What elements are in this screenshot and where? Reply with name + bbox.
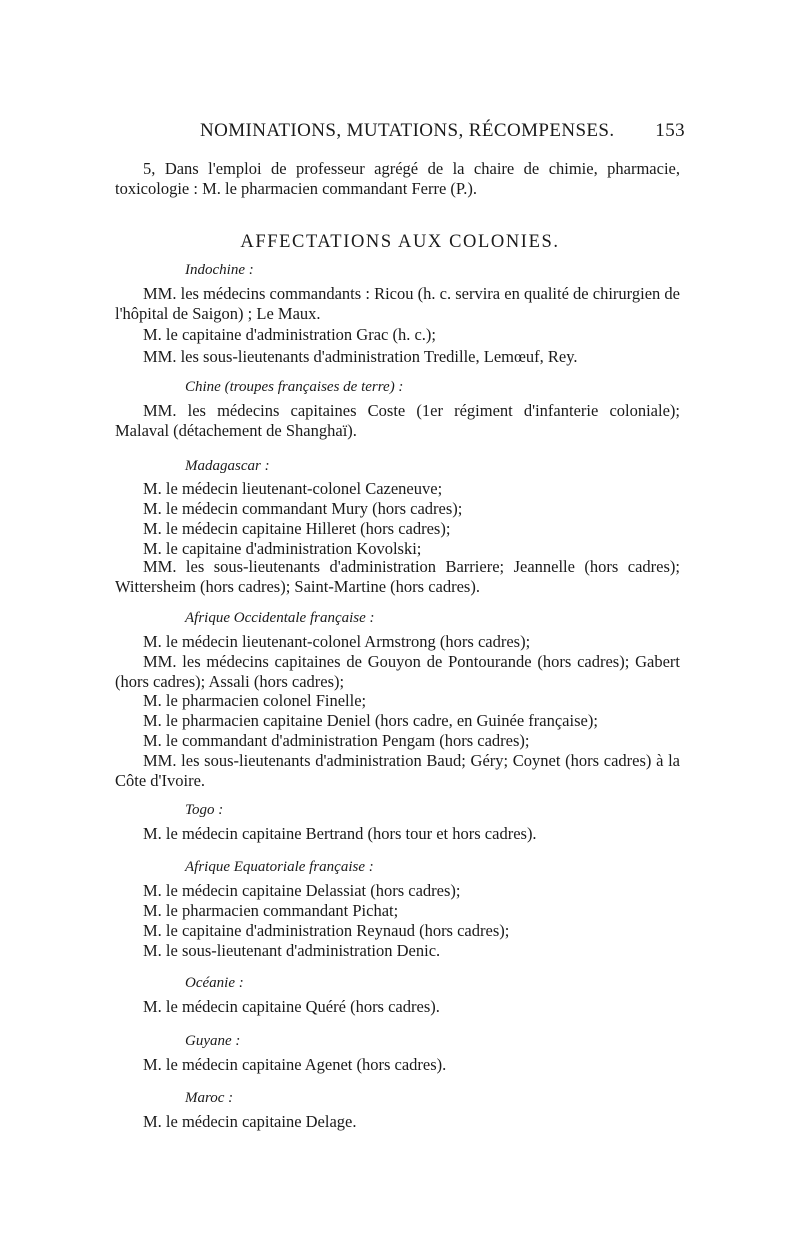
oceanie-line-1: M. le médecin capitaine Quéré (hors cadres).	[143, 997, 440, 1016]
heading-indochine: Indochine :	[185, 262, 254, 278]
madagascar-paragraph-1: MM. les sous-lieutenants d'administration Barriere; Jeannelle (hors cadres); Wittersheim (hors cadres); Saint-Martine (hors cadres).	[115, 557, 680, 596]
heading-maroc: Maroc :	[185, 1090, 234, 1106]
heading-aof: Afrique Occidentale française :	[185, 610, 375, 626]
heading-togo: Togo :	[185, 802, 224, 818]
aof-line-2: M. le pharmacien colonel Finelle;	[143, 691, 367, 710]
heading-aef: Afrique Equatoriale française :	[185, 859, 374, 875]
page-header	[200, 120, 685, 142]
intro-paragraph: 5, Dans l'emploi de professeur agrégé de la chaire de chimie, pharmacie, toxicologie : M. le pharmacien commandant Ferre (P.).	[115, 159, 680, 198]
running-title: NOMINATIONS, MUTATIONS, RÉCOMPENSES.	[200, 120, 615, 141]
togo-line-1: M. le médecin capitaine Bertrand (hors tour et hors cadres).	[143, 824, 537, 843]
heading-madagascar: Madagascar :	[185, 458, 270, 474]
page-number: 153	[655, 120, 685, 141]
aef-line-1: M. le médecin capitaine Delassiat (hors cadres);	[143, 881, 461, 900]
indochine-line-2: MM. les sous-lieutenants d'administration Tredille, Lemœuf, Rey.	[143, 347, 578, 366]
heading-guyane: Guyane :	[185, 1033, 241, 1049]
aof-paragraph-2: MM. les sous-lieutenants d'administration Baud; Géry; Coynet (hors cadres) à la Côte d'Ivoire.	[115, 751, 680, 790]
madagascar-line-2: M. le médecin commandant Mury (hors cadres);	[143, 499, 463, 518]
aef-line-3: M. le capitaine d'administration Reynaud (hors cadres);	[143, 921, 510, 940]
maroc-line-1: M. le médecin capitaine Delage.	[143, 1112, 357, 1131]
madagascar-line-3: M. le médecin capitaine Hilleret (hors cadres);	[143, 519, 451, 538]
aof-paragraph-1: MM. les médecins capitaines de Gouyon de Pontourande (hors cadres); Gabert (hors cadres); Assali (hors cadres);	[115, 652, 680, 691]
madagascar-line-1: M. le médecin lieutenant-colonel Cazeneuve;	[143, 479, 443, 498]
aof-line-1: M. le médecin lieutenant-colonel Armstrong (hors cadres);	[143, 632, 531, 651]
chine-paragraph-1: MM. les médecins capitaines Coste (1er régiment d'infanterie coloniale); Malaval (détachement de Shanghaï).	[115, 401, 680, 440]
madagascar-line-4: M. le capitaine d'administration Kovolski;	[143, 539, 422, 558]
aof-line-3: M. le pharmacien capitaine Deniel (hors cadre, en Guinée française);	[143, 711, 598, 730]
section-title: AFFECTATIONS AUX COLONIES.	[240, 232, 560, 252]
aof-line-4: M. le commandant d'administration Pengam (hors cadres);	[143, 731, 530, 750]
heading-chine: Chine (troupes françaises de terre) :	[185, 379, 404, 395]
aef-line-4: M. le sous-lieutenant d'administration Denic.	[143, 941, 441, 960]
guyane-line-1: M. le médecin capitaine Agenet (hors cadres).	[143, 1055, 447, 1074]
indochine-line-1: M. le capitaine d'administration Grac (h. c.);	[143, 325, 436, 344]
indochine-paragraph-1: MM. les médecins commandants : Ricou (h. c. servira en qualité de chirurgien de l'hôpital de Saigon) ; Le Maux.	[115, 284, 680, 323]
aef-line-2: M. le pharmacien commandant Pichat;	[143, 901, 399, 920]
heading-oceanie: Océanie :	[185, 975, 244, 991]
